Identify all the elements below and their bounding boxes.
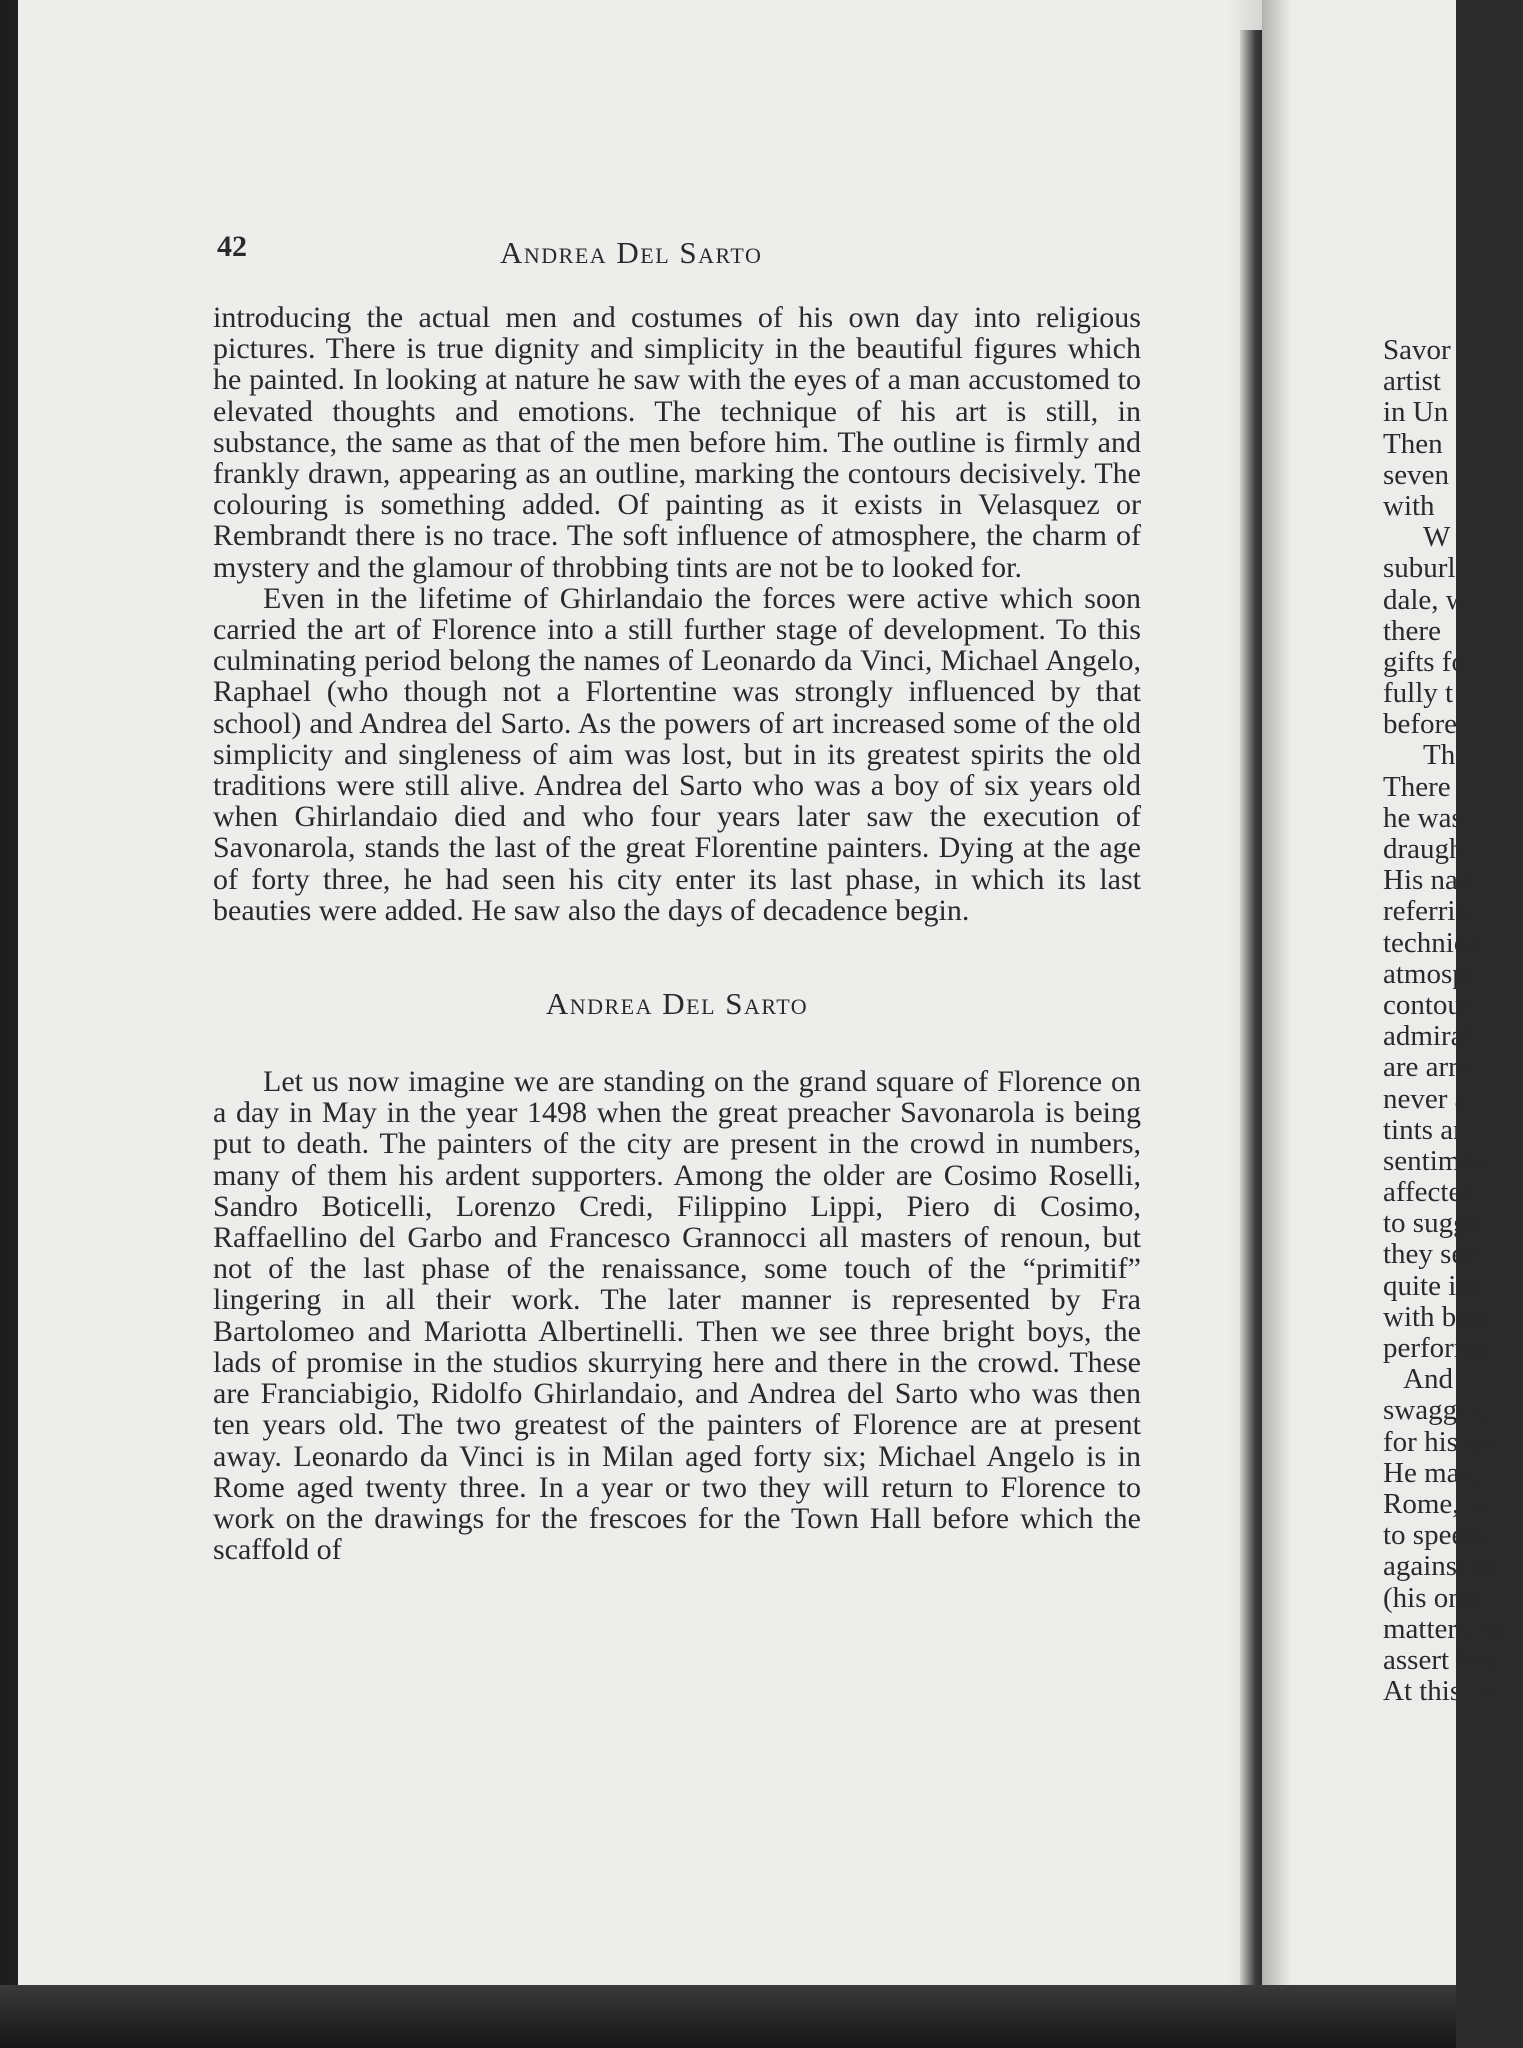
right-page-line: Th bbox=[1423, 739, 1456, 772]
page-number: 42 bbox=[217, 230, 247, 263]
right-page-line: affected bbox=[1383, 1176, 1476, 1209]
right-page-line: And bbox=[1403, 1363, 1453, 1396]
right-page-line: sentimen bbox=[1383, 1144, 1488, 1177]
right-page-line: atmospl bbox=[1383, 957, 1475, 990]
paragraph-continued: introducing the actual men and costumes of his own day into religious pictures. There is true dignity and simplicity in the beautiful figures which he painted. In looking at nature he saw with the eyes of a man accustomed to elevated thoughts and emotions. The technique of his art is still, in substance, the same as that of the men before him. The outline is firmly and frankly drawn, appearing as an outline, marking the contours decisively. The colouring is something added. Of painting as it exists in Velasquez or Rembrandt there is no trace. The soft influence of atmosphere, the charm of mystery and the glamour of throbbing tints are not be to looked for. bbox=[213, 301, 1141, 584]
right-page-line: swagger, bbox=[1383, 1394, 1486, 1427]
right-page-line: W bbox=[1423, 521, 1451, 554]
right-page-line: are arra bbox=[1383, 1051, 1471, 1084]
right-page-line: to speedy bbox=[1383, 1519, 1494, 1552]
right-page-line: fully t bbox=[1383, 677, 1454, 710]
right-page-line: in Un bbox=[1383, 396, 1449, 429]
right-page-text bbox=[1383, 335, 1523, 1707]
right-page-line: Then bbox=[1383, 427, 1443, 460]
right-page-line: never a bbox=[1383, 1082, 1468, 1115]
scan-bottom-edge bbox=[0, 1985, 1456, 2048]
right-page-line: draugh bbox=[1383, 833, 1464, 865]
right-page-line: There bbox=[1383, 770, 1451, 803]
right-page-line: assert hin bbox=[1383, 1643, 1494, 1676]
right-page-line: matters, w bbox=[1383, 1612, 1504, 1645]
right-page-line: for his qu bbox=[1383, 1425, 1495, 1458]
right-page-line: admiral bbox=[1383, 1020, 1472, 1053]
section-paragraph: Let us now imagine we are standing on the grand square of Florence on a day in May in the year 1498 when the great preacher Savonarola is being put to death. The painters of the city are present in the crowd in numbers, many of them his ardent supporters. Among the older are Cosimo Roselli, Sandro Boticelli, Lorenzo Credi, Filippino Lippi, Piero di Cosimo, Raffaellino del Garbo and Francesco Grannocci all masters of renoun, but not of the last phase of the renaissance, some touch of the “primitif” lingering in all their work. The later manner is represented by Fra Bartolomeo and Mariotta Albertinelli. Then we see three bright boys, the lads of promise in the studios skurrying here and there in the crowd. These are Franciabigio, Ridolfo Ghirlandaio, and Andrea del Sarto who was then ten years old. The two greatest of the painters of Florence are at present away. Leonardo da Vinci is in Milan aged forty six; Michael Angelo is in Rome aged twenty three. In a year or two they will return to Florence to work on the drawings for the frescoes for the Town Hall before which the scaffold of bbox=[213, 1065, 1141, 1567]
right-page-line: tints ar bbox=[1383, 1113, 1463, 1146]
right-page-line: there bbox=[1383, 614, 1441, 647]
right-page-line: seven bbox=[1383, 458, 1450, 491]
right-page-line: they see bbox=[1383, 1238, 1478, 1271]
right-page-line: suburl bbox=[1383, 552, 1456, 585]
right-page-line: referrin bbox=[1383, 895, 1470, 928]
right-page-line: he was bbox=[1383, 801, 1463, 834]
right-page-line: dale, w bbox=[1383, 583, 1467, 616]
right-page-line: quite im bbox=[1383, 1269, 1479, 1302]
right-page-line: performa bbox=[1383, 1332, 1490, 1364]
right-page-line: (his only bbox=[1383, 1581, 1486, 1614]
right-page-line: He may, bbox=[1383, 1456, 1480, 1489]
section-heading: Andrea Del Sarto bbox=[545, 986, 809, 1022]
right-page-line: gifts fo bbox=[1383, 645, 1466, 678]
right-page-line: technica bbox=[1383, 926, 1480, 959]
right-page-line: before bbox=[1383, 708, 1458, 741]
running-head: Andrea Del Sarto bbox=[500, 235, 763, 270]
right-page-line: At this tir bbox=[1383, 1675, 1495, 1708]
paragraph: Even in the lifetime of Ghirlandaio the forces were active which soon carried the art of Florence into a still further stage of development. To this culminating period belong the names of Leonardo da Vinci, Michael Angelo, Raphael (who though not a Flortentine was strongly influenced by that school) and Andrea del Sarto. As the powers of art increased some of the old simplicity and singleness of aim was lost, but in its greatest spirits the old traditions were still alive. Andrea del Sarto who was a boy of six years old when Ghirlandaio died and who four years later saw the execution of Savonarola, stands the last of the great Florentine painters. Dying at the age of forty three, he had seen his city enter its last phase, in which its last beauties were added. He saw also the days of decadence begin. bbox=[213, 581, 1141, 927]
right-page-line: to sugge bbox=[1383, 1207, 1481, 1240]
right-page-line: Savor bbox=[1383, 334, 1451, 366]
right-page-line: contour bbox=[1383, 988, 1472, 1021]
right-page-line: Rome, w bbox=[1383, 1487, 1488, 1520]
right-page-line: with bou bbox=[1383, 1300, 1486, 1333]
right-page-line: artist bbox=[1383, 365, 1441, 398]
body-text bbox=[213, 302, 1141, 1565]
right-page-line: against hi bbox=[1383, 1550, 1495, 1583]
right-page-line: with bbox=[1383, 489, 1435, 522]
right-page-line: His nan bbox=[1383, 864, 1473, 897]
